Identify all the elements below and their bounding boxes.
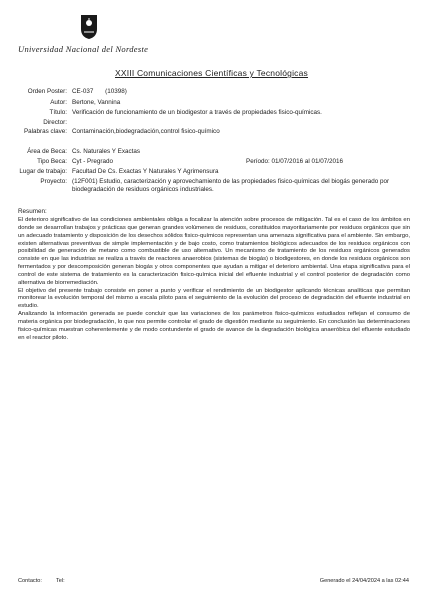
titulo-label: Título: — [49, 109, 67, 116]
tipo-label: Tipo Beca: — [37, 158, 67, 165]
contacto-label: Contacto: — [18, 578, 42, 584]
palabras-label: Palabras clave: — [23, 128, 67, 135]
lugar-value: Facultad De Cs. Exactas Y Naturales Y Agrimensura — [72, 168, 219, 175]
area-value: Cs. Naturales Y Exactas — [72, 148, 141, 155]
lugar-label: Lugar de trabajo: — [19, 168, 67, 175]
resumen-paragraph: El deterioro significativo de las condiciones ambientales obliga a focalizar la atención sobre procesos de mitigación. Tal es el caso de los ámbitos en donde se desarrollan trabajos y prácticas que generan grandes volúmenes de residuos, constituidos mayoritariamente por residuos orgánicos que sin un adecuado tratamiento y disposición de los desechos sólidos fisico-químicos representan una amenaza significativa para el ambiente. Sin embargo, existen alternativas preventivas de simple implementación y de bajo costo, como tratamientos biológicos adecuados de los residuos orgánicos con posibilidad de generación de metano como combustible de uso alternativo. Un mecanismo de tratamiento de los residuos orgánicos generados consiste en que las industrias se realiza a través de reactores anaerobios (sistemas de biogás) o biodigestores, en donde los residuos orgánicos son fermentados y por descomposición generan biogás y otros componentes que ayudan a mitigar el deterioro ambiental. Una etapa significativa para el control de este sistema de tratamiento es la caracterización fisico-química inicial del efluente industrial y el control posterior de degradación como alternativa de biorremediación. — [18, 217, 410, 286]
orden-id: (10398) — [105, 88, 127, 95]
director-label: Director: — [43, 119, 67, 126]
page-title: XXIII Comunicaciones Científicas y Tecnológicas — [114, 68, 309, 78]
university-name: Universidad Nacional del Nordeste — [18, 44, 149, 54]
proyecto-value: (12F001) Estudio, caracterización y aprovechamiento de las propiedades fisico-químicas del biogás generado por biodegradación de residuos orgánicos industriales. — [72, 178, 390, 193]
periodo-value: Período: 01/07/2016 al 01/07/2016 — [246, 158, 343, 165]
resumen-paragraph: El objetivo del presente trabajo consiste en poner a punto y verificar el rendimiento de un biodigestor aplicando técnicas analíticas que permitan monitorear la evolución temporal del mismo a escala piloto para el seguimiento de la evolución del proceso de degradación del efluente industrial en estudio. — [18, 287, 410, 310]
unne-crest-icon — [80, 14, 98, 40]
autor-label: Autor: — [50, 99, 67, 106]
resumen-body — [18, 217, 410, 343]
tipo-value: Cyt - Pregrado — [72, 158, 113, 165]
resumen-heading: Resumen: — [18, 208, 47, 215]
orden-label: Orden Poster: — [27, 88, 67, 95]
palabras-value: Contaminación,biodegradación,control fisico-químico — [72, 128, 220, 135]
tel-label: Tel: — [56, 578, 65, 584]
resumen-paragraph: Analizando la información generada se puede concluir que las variaciones de los parámetros fisico-químicos estudiados reflejan el consumo de materia orgánica por biodegradación, lo que nos permite controlar el grado de digestión mediante su seguimiento. En conclusión las determinaciones fisico-químicas muestran coherentemente y de modo contundente el grado de avance de la degradación biológica anaeróbica del efluente estudiado en el reactor piloto. — [18, 311, 410, 341]
generated-timestamp: Generado el 24/04/2024 a las 02:44 — [319, 578, 409, 584]
titulo-value: Verificación de funcionamiento de un biodigestor a través de propiedades fisico-químicas. — [72, 109, 322, 116]
orden-value: CE-037 — [72, 88, 94, 95]
autor-value: Bertone, Vannina — [72, 99, 121, 106]
area-label: Área de Beca: — [27, 148, 67, 155]
proyecto-label: Proyecto: — [40, 178, 67, 185]
